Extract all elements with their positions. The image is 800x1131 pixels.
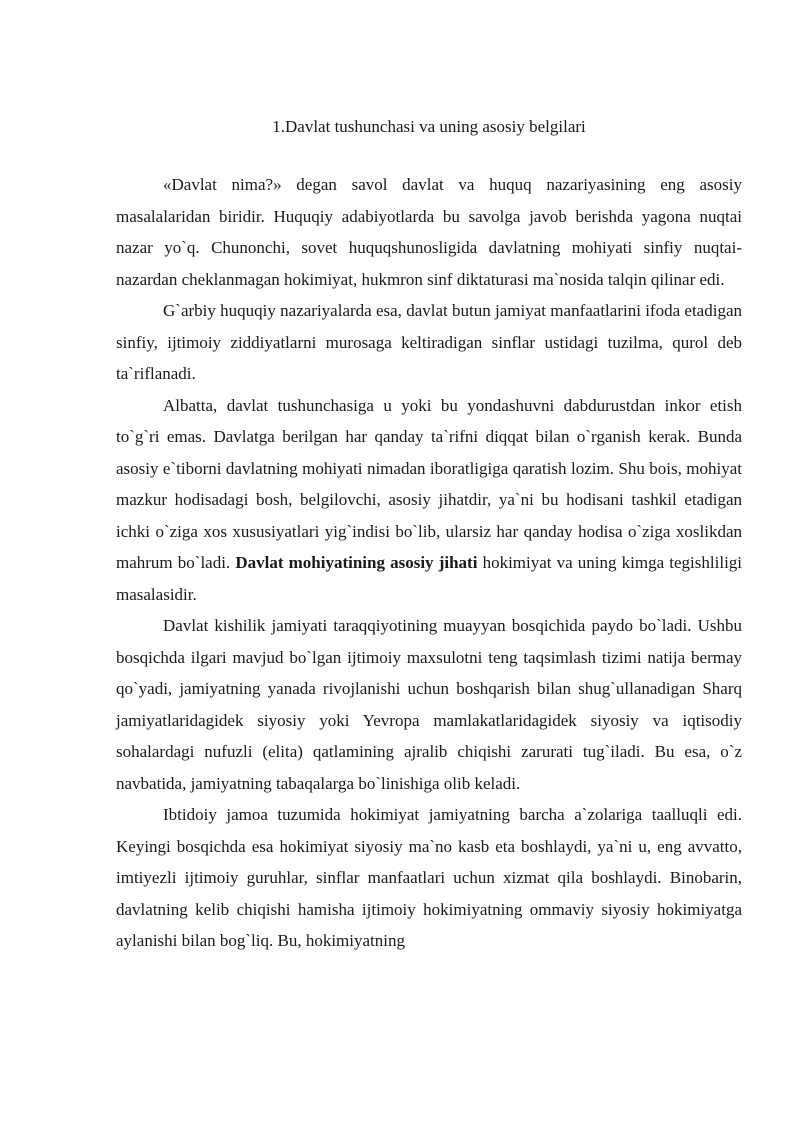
paragraph-3-bold-phrase: Davlat mohiyatining asosiy jihati [235, 553, 478, 572]
paragraph-4 [116, 610, 742, 799]
paragraph-1-text: «Davlat nima?» degan savol davlat va huquq nazariyasining eng asosiy masalalaridan biridir. Huquqiy adabiyotlarda bu savolga javob berishda yagona nuqtai nazar yo`q. Chunonchi, sovet huquqshunosligida davlatning mohiyati sinfiy nuqtai-nazardan cheklanmagan hokimiyat, hukmron sinf diktaturasi ma`nosida talqin qilinar edi. [116, 175, 742, 289]
document-title: 1.Davlat tushunchasi va uning asosiy belgilari [272, 117, 586, 136]
paragraph-4-text: Davlat kishilik jamiyati taraqqiyotining muayyan bosqichida paydo bo`ladi. Ushbu bosqichda ilgari mavjud bo`lgan ijtimoiy maxsulotni teng taqsimlash tizimi natija bermay qo`yadi, jamiyatning yanada rivojlanishi uchun boshqarish bilan shug`ullanadigan Sharq jamiyatlaridagidek siyosiy yoki Yevropa mamlakatlaridagidek siyosiy va iqtisodiy sohalardagi nufuzli (elita) qatlamining ajralib chiqishi zarurati tug`iladi. Bu esa, o`z navbatida, jamiyatning tabaqalarga bo`linishiga olib keladi. [116, 616, 742, 793]
paragraph-5 [116, 799, 742, 957]
paragraph-3-text: Albatta, davlat tushunchasiga u yoki bu yondashuvni dabdurustdan inkor etish to`g`ri emas. Davlatga berilgan har qanday ta`rifni diqqat bilan o`rganish kerak. Bunda asosiy e`tiborni davlatning mohiyati nimadan iboratligiga qaratish lozim. Shu bois, mohiyat mazkur hodisadagi bosh, belgilovchi, asosiy jihatdir, ya`ni bu hodisani tashkil etadigan ichki o`ziga xos xususiyatlari yig`indisi bo`lib, ularsiz har qanday hodisa o`ziga xoslikdan mahrum bo`ladi. [116, 395, 742, 572]
paragraph-2 [116, 295, 742, 390]
paragraph-3 [116, 390, 742, 611]
paragraph-5-text: Ibtidoiy jamoa tuzumida hokimiyat jamiyatning barcha a`zolariga taalluqli edi. Keyingi bosqichda esa hokimiyat siyosiy ma`no kasb eta boshlaydi, ya`ni u, eng avvatto, imtiyezli ijtimoiy guruhlar, sinflar manfaatlari uchun xizmat qila boshlaydi. Binobarin, davlatning kelib chiqishi hamisha ijtimoiy hokimiyatning ommaviy siyosiy hokimiyatga aylanishi bilan bog`liq. Bu, hokimiyatning [116, 805, 742, 950]
paragraph-2-text: G`arbiy huquqiy nazariyalarda esa, davlat butun jamiyat manfaatlarini ifoda etadigan sinfiy, ijtimoiy ziddiyatlarni murosaga keltiradigan sinflar ustidagi tuzilma, qurol deb ta`riflanadi. [116, 301, 742, 383]
document-page [116, 113, 742, 957]
paragraph-1 [116, 169, 742, 295]
paragraph-3-tail: hokimiyat va uning kimga tegishliligi masalasidir. [116, 553, 743, 604]
